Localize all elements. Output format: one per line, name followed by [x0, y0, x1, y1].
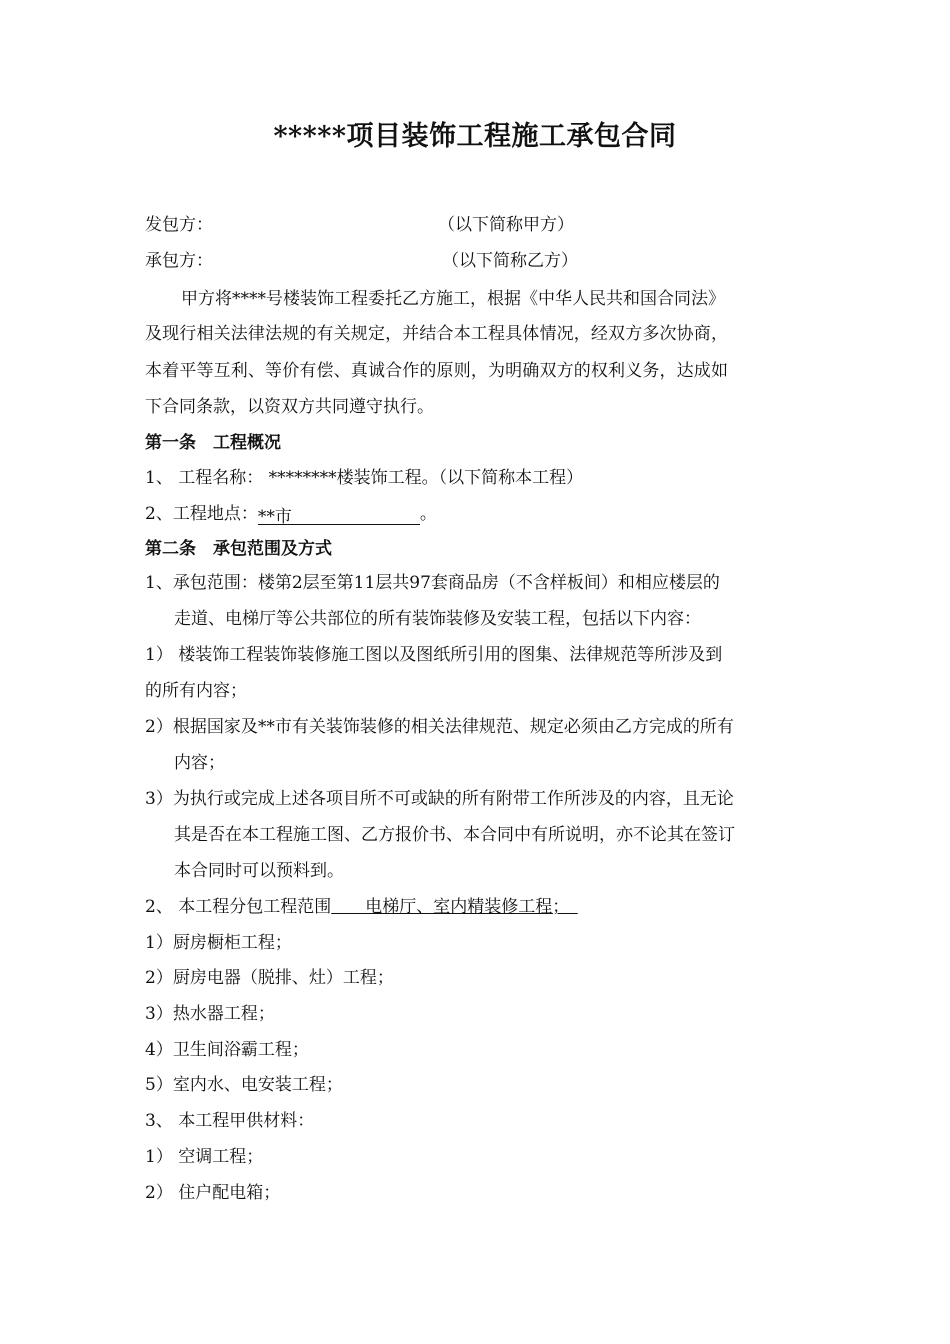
party-b-line — [145, 250, 578, 272]
location-label: 2、工程地点： — [145, 504, 258, 524]
article-2-heading: 第二条 承包范围及方式 — [145, 539, 332, 559]
subcontract-item: 1）厨房橱柜工程； — [145, 933, 292, 953]
scope-sub-1-line-2: 的所有内容； — [145, 681, 247, 701]
subcontract-label: 2、 本工程分包工程范围 — [145, 897, 332, 917]
scope-sub-3-line-2: 其是否在本工程施工图、乙方报价书、本合同中有所说明，亦不论其在签订 — [174, 825, 735, 845]
party-a-label: 发包方： — [145, 215, 213, 235]
subcontract-item: 4）卫生间浴霸工程； — [145, 1040, 309, 1060]
subcontract-item: 2）厨房电器（脱排、灶）工程； — [145, 968, 394, 988]
subcontract-item: 3）热水器工程； — [145, 1004, 275, 1024]
location-blank — [258, 506, 420, 525]
scope-line-1: 1、承包范围：楼第2层至第11层共97套商品房（不含样板间）和相应楼层的 — [145, 573, 720, 593]
subcontract-scope-line — [145, 896, 578, 918]
party-b-note: （以下简称乙方） — [442, 251, 578, 271]
scope-sub-3-line-3: 本合同时可以预料到。 — [174, 861, 344, 881]
intro-line-3: 本着平等互利、等价有偿、真诚合作的原则，为明确双方的权利义务，达成如 — [145, 361, 729, 381]
party-a-note: （以下简称甲方） — [438, 215, 574, 235]
intro-line-4: 下合同条款，以资双方共同遵守执行。 — [145, 397, 434, 417]
article-1-item-2 — [145, 503, 437, 525]
intro-line-1: 甲方将****号楼装饰工程委托乙方施工，根据《中华人民共和国合同法》 — [181, 289, 725, 309]
article-1-item-1: 1、 工程名称： ********楼装饰工程。（以下简称本工程） — [145, 468, 584, 488]
scope-line-2: 走道、电梯厅等公共部位的所有装饰装修及安装工程，包括以下内容： — [174, 609, 701, 629]
owner-supplied-item: 1） 空调工程； — [145, 1147, 264, 1167]
party-b-label: 承包方： — [145, 251, 213, 271]
party-a-line — [145, 214, 574, 236]
owner-supplied-item: 2） 住户配电箱； — [145, 1183, 281, 1203]
location-value: **市 — [257, 507, 292, 527]
contract-title: *****项目装饰工程施工承包合同 — [273, 121, 677, 152]
scope-sub-2-line-2: 内容； — [174, 753, 225, 773]
scope-sub-2-line-1: 2）根据国家及**市有关装饰装修的相关法律规范、规定必须由乙方完成的所有 — [145, 717, 734, 737]
subcontract-value: 电梯厅、室内精装修工程； — [331, 897, 578, 917]
owner-supplied-heading: 3、 本工程甲供材料： — [145, 1111, 315, 1131]
subcontract-item: 5）室内水、电安装工程； — [145, 1075, 343, 1095]
article-1-heading: 第一条 工程概况 — [145, 433, 281, 453]
location-suffix: 。 — [419, 504, 437, 524]
scope-sub-3-line-1: 3）为执行或完成上述各项目所不可或缺的所有附带工作所涉及的内容，且无论 — [145, 789, 734, 809]
intro-line-2: 及现行相关法律法规的有关规定，并结合本工程具体情况，经双方多次协商， — [145, 324, 729, 344]
scope-sub-1-line-1: 1） 楼装饰工程装饰装修施工图以及图纸所引用的图集、法律规范等所涉及到 — [145, 645, 723, 665]
